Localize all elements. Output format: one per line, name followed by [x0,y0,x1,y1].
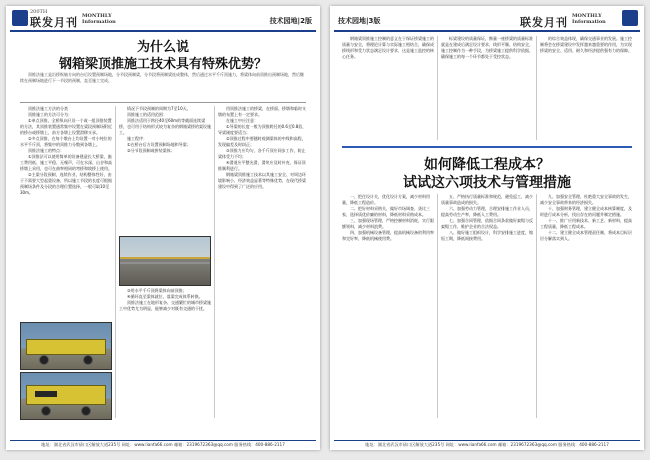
column-divider [536,36,537,140]
paragraph: 在施工中应注意： [226,118,258,123]
paragraph: 八、做好施工组织设计，科学安排施工进度，缩短工期，降低间接费用。 [441,230,533,241]
article-headline-line1: 为什么说 [136,40,189,55]
magazine-logo-icon [622,10,638,26]
previous-article-column-3 [540,36,632,140]
paragraph: 六、加强劳动力管理，合理安排施工作业人员，提高劳动生产率，降低人工费用。 [441,206,533,217]
column-divider [536,194,537,418]
page-footer [330,440,644,450]
paragraph: 一、把住设计关，优化设计方案，减少材料用量，降低工程造价。 [342,194,430,205]
magazine-name: 联发月刊 [30,16,78,29]
paragraph: 钢箱梁顶推施工控制的意义在于保证桥梁施工的质量与安全，将理论计算与实际施工相结合，确保成桥线形和受力状态满足设计要求，这是施工监控的核心任务。 [342,36,434,59]
paragraph: ③用水平千斤顶将梁体向前顶推； [127,288,187,293]
section-label: 技术园地|3版 [338,17,381,25]
column-divider [115,106,116,418]
article-intro: 顶推法施工是沿桥纵轴方向的台后设置预制场地，分节段预制梁，分节段将预制梁连成整体，然后通过水平千斤顶施力，将梁体向前顶推出预制场地，然后继续在预制场地进行下一节段的预制，直至施工完成。 [20,72,304,83]
paragraph: 顶推施工的适用范围： [127,112,167,117]
paragraph: 顶推法施工方法的分类 [28,106,68,111]
paragraph: 十二、建立健全成本管理责任制，将成本目标层层分解落实到人。 [540,230,632,241]
article-headline-line2: 试试这六项技术与管理措施 [403,175,571,191]
paragraph: 二、把好材料采购关，做好市场调查，货比三家，选择质优价廉的材料，降低材料采购成本。 [342,206,430,217]
article-column-3 [540,194,632,418]
machine-wheel [39,355,49,365]
article-column-2 [441,194,533,418]
paragraph: 施工程序： [127,136,147,141]
magazine-name: 联发月刊 [520,16,568,29]
article-column-1 [20,106,112,316]
previous-article-column-2 [441,36,533,140]
footer-contact: 地址：湖北省武汉市硚口区解放大道235号 网址：www.lianfa66.com 邮箱：2319672363@qq.com 服务热线：400-886-2117 [41,442,285,447]
machine-photo-1 [20,322,112,370]
machine-wheel [81,406,91,416]
paragraph: ②多点顶推，在每个墩台上均设置一对小吨位的水平千斤顶，将集中的顶推力分散到各墩上。 [20,136,112,147]
paragraph: 十一、推广应用新技术、新工艺、新材料，提高工程质量，降低工程成本。 [540,218,632,229]
machine-label-plate [35,391,57,397]
paragraph: 的综合效益体现，确保交通事业的发展。施工控制将会在桥梁建设中发挥越来越重要的作用，为实现桥梁的安全、适用、耐久和经济提供强有力的保障。 [540,36,632,53]
machine-photo-2 [20,372,112,420]
machine-body [26,339,105,355]
paragraph: 顶推法施工的特点： [28,148,64,153]
paragraph: ④滑道应平整光滑，滑块应及时补充，保证顶推顺利进行。 [218,160,306,171]
paragraph: ②主梁分段预制，连续作业，结构整体性好，由于不需要大型起重设备，所以施工节段的长度可根据预制场条件及分段的合理位置选择，一般可取10至30m。 [20,172,112,195]
magazine-english-name: MONTHLY Information [572,13,606,25]
magazine-logo-icon [12,10,28,26]
article-column-2-continued [119,288,211,416]
machine-wheel [83,355,93,365]
paragraph: ③顶推力应均匀，各千斤顶应同步工作，防止梁体受力不均； [218,148,306,159]
paragraph: 顶推法适用于跨径40至60m的等截面连续梁桥，也可用于结构形式较为复杂的钢箱梁桥的架设施工。 [119,118,211,135]
column-divider [214,106,215,418]
paragraph: 五、严格执行质量标准和规范，避免返工，减少质量事故造成的损失。 [441,194,533,205]
bridge-girder [120,257,210,259]
paragraph: 十、加强财务管理，建立健全成本核算制度，及时进行成本分析，找出存在的问题并制定措施。 [540,206,632,217]
header-rule [10,30,316,32]
paragraph: 七、加强合同管理，依据合同条款做好索赔与反索赔工作，维护企业的合法权益。 [441,218,533,229]
page-header [330,6,644,32]
paragraph: ②分节段预制或拼装梁体； [127,148,175,153]
section-label: 技术园地|2版 [269,17,312,25]
paragraph: 三、加强现场管理，严格控制材料消耗，实行限额领料，减少材料浪费。 [342,218,434,229]
machine-wheel [41,406,51,416]
magazine-english-name: MONTHLY Information [82,13,116,25]
footer-rule [10,440,316,441]
page-footer [6,440,320,450]
section-divider [342,146,632,148]
column-divider [437,194,438,418]
page-header [6,6,320,32]
construction-site-photo [119,236,211,286]
article-column-2 [119,106,211,232]
paragraph: 顶推法施工在地形复杂、交通繁忙的城市桥梁施工中优势尤为明显，能够减少对既有交通的干扰。 [119,300,211,311]
paragraph: ①导梁的长度一般为顶推跨径的0.6至0.8倍，导梁刚度要适当； [218,124,307,135]
paragraph: ①顶推法可以使用简单的设备建造长大桥梁，施工费用低，施工平稳、无噪声，可在水深、山谷和高桥墩上采用，也可在曲率相同的弯桥和坡桥上使用。 [20,154,112,171]
right-page [330,6,644,450]
paragraph: ②顶推过程中要随时观测梁体的中线和高程，发现偏差及时纠正； [218,136,306,147]
paragraph: 顶推施工的方法可分为： [28,112,72,117]
paragraph: 四、加强机械设备管理，提高机械设备的利用率和完好率，降低机械使用费。 [342,230,434,241]
paragraph: 用顶推法施工的桥梁，在桥面、桥墩和临时支墩的布置上有一定要求。 [218,106,306,117]
footer-contact: 地址：湖北省武汉市硚口区解放大道235号 网址：www.lianfa66.com 邮箱：2319672363@qq.com 服务热线：400-886-2117 [365,442,609,447]
article-headline-line2: 钢箱梁顶推施工技术具有特殊优势？ [58,57,267,72]
logo-caption: 200TH [30,9,48,15]
header-rule [334,30,640,32]
paragraph: 九、加强安全管理，杜绝重大安全事故的发生，减少安全事故带来的经济损失。 [540,194,632,205]
previous-article-column-1 [342,36,434,140]
paragraph: ④循环直至梁体就位，落梁完成体系转换。 [127,294,203,299]
bridge-girder [120,262,210,264]
intro-divider [20,102,306,103]
column-divider [437,36,438,140]
article-column-1 [342,194,434,418]
article-headline-line1: 如何降低工程成本？ [424,157,550,173]
paragraph: ①单点顶推，全桥纵向只设一个或一组顶推装置的方法，其顶推装置通常集中设置在梁段预制场附近的桥台或桥墩上，前方各墩上设置滑移支承。 [20,118,112,135]
article-column-3 [218,106,308,418]
paragraph: ①在桥台后方设置预制场地和导梁； [127,142,191,147]
paragraph: 情况下节段预制的周期为7至10天。 [127,106,191,111]
footer-rule [334,440,640,441]
paragraph: 钢箱梁顶推施工技术以其施工安全、对周边环境影响小、经济效益显著等特殊优势，在现代桥梁建设中得到了广泛的应用。 [218,172,306,189]
paragraph: 标梁建设的质量保证，衡量一座桥梁的质量标准就是在建成后满足设计要求，线形平顺、结构安全，施工控制作为一种手段，为桥梁施工提供科学依据，确保施工的每一个环节都处于受控状态。 [441,36,533,59]
left-page [6,6,320,450]
